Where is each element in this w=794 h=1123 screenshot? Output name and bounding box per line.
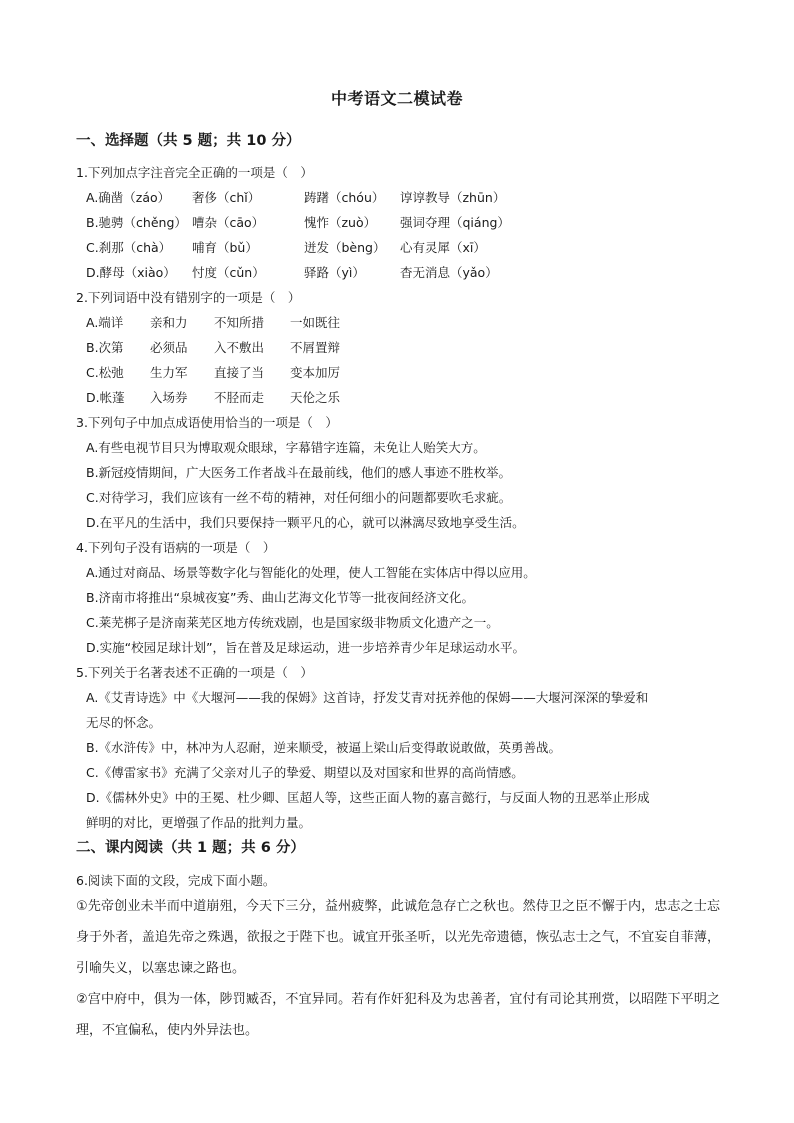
q5-option-d-cont: 鲜明的对比，更增强了作品的批判力量。 (86, 815, 312, 830)
q1-d-2: 忖度（cǔn） (192, 265, 265, 280)
q2-b-3: 入不敷出 (214, 340, 265, 355)
question-5-stem: 5.下列关于名著表述不正确的一项是（ ） (76, 665, 313, 680)
q2-a-3: 不知所措 (214, 315, 265, 330)
q4-option-b: B.济南市将推出“泉城夜宴”秀、曲山艺海文化节等一批夜间经济文化。 (86, 590, 475, 605)
question-6-stem: 6.阅读下面的文段，完成下面小题。 (76, 873, 276, 888)
q4-option-c: C.莱芜梆子是济南莱芜区地方传统戏剧，也是国家级非物质文化遗产之一。 (86, 615, 499, 630)
page-title: 中考语文二模试卷 (330, 89, 463, 108)
q5-option-a: A.《艾青诗选》中《大堰河——我的保姆》这首诗，抒发艾青对抚养他的保姆——大堰河深深的挚爱和 (86, 690, 649, 705)
q1-d-4: 杳无消息（yǎo） (400, 265, 498, 280)
q1-c-4: 心有灵犀（xī） (400, 240, 486, 255)
q2-a-2: 亲和力 (150, 315, 188, 330)
q2-c-1: C.松弛 (86, 365, 124, 380)
q2-a-4: 一如既往 (290, 315, 341, 330)
q2-c-2: 生力军 (150, 365, 188, 380)
q1-a-2: 奢侈（chǐ） (192, 190, 261, 205)
q1-option-d (86, 263, 498, 281)
q2-option-b (86, 338, 340, 356)
q5-option-a-cont: 无尽的怀念。 (86, 715, 162, 730)
q1-c-2: 哺育（bǔ） (192, 240, 258, 255)
q5-option-d: D.《儒林外史》中的王冕、杜少卿、匡超人等，这些正面人物的嘉言懿行，与反面人物的丑恶举止形成 (86, 790, 650, 805)
q4-option-a: A.通过对商品、场景等数字化与智能化的处理，使人工智能在实体店中得以应用。 (86, 565, 536, 580)
q2-option-d (86, 388, 340, 406)
q1-b-2: 嘈杂（cāo） (192, 215, 265, 230)
passage-paragraph-2: ②宫中府中，俱为一体，陟罚臧否，不宜异同。若有作奸犯科及为忠善者，宜付有司论其刑赏，以昭陛下平明之理，不宜偏私，使内外异法也。 (76, 992, 720, 1038)
q2-b-1: B.次第 (86, 340, 124, 355)
q3-option-a: A.有些电视节目只为博取观众眼球，字幕错字连篇，未免让人贻笑大方。 (86, 440, 486, 455)
q5-option-c: C.《傅雷家书》充满了父亲对儿子的挚爱、期望以及对国家和世界的高尚情感。 (86, 765, 524, 780)
question-2-stem: 2.下列词语中没有错别字的一项是（ ） (76, 290, 301, 305)
q5-option-b: B.《水浒传》中，林冲为人忍耐，逆来顺受，被逼上梁山后变得敢说敢做，英勇善战。 (86, 740, 562, 755)
q1-option-a (86, 188, 505, 206)
question-1-stem: 1.下列加点字注音完全正确的一项是（ ） (76, 165, 313, 180)
q2-option-a (86, 313, 340, 331)
q1-option-b (86, 213, 510, 231)
q3-option-b: B.新冠疫情期间，广大医务工作者战斗在最前线，他们的感人事迹不胜枚举。 (86, 465, 512, 480)
q1-b-4: 强词夺理（qiáng） (400, 215, 510, 230)
question-3-stem: 3.下列句子中加点成语使用恰当的一项是（ ） (76, 415, 338, 430)
section-heading-choice: 一、选择题（共 5 题；共 10 分） (76, 133, 301, 149)
q2-c-4: 变本加厉 (290, 365, 341, 380)
q1-a-1: A.确凿（záo） (86, 190, 171, 205)
q2-d-2: 入场券 (150, 390, 188, 405)
q2-option-c (86, 363, 340, 381)
q2-b-4: 不屑置辩 (290, 340, 341, 355)
q2-d-1: D.帐蓬 (86, 390, 125, 405)
q2-a-1: A.端详 (86, 315, 124, 330)
q3-option-c: C.对待学习，我们应该有一丝不苟的精神，对任何细小的问题都要吹毛求疵。 (86, 490, 512, 505)
q3-option-d: D.在平凡的生活中，我们只要保持一颗平凡的心，就可以淋漓尽致地享受生活。 (86, 515, 525, 530)
q4-option-d: D.实施“校园足球计划”，旨在普及足球运动，进一步培养青少年足球运动水平。 (86, 640, 526, 655)
q2-c-3: 直接了当 (214, 365, 265, 380)
q2-d-3: 不胫而走 (214, 390, 265, 405)
passage-paragraph-1: ①先帝创业未半而中道崩殂，今天下三分，益州疲弊，此诚危急存亡之秋也。然侍卫之臣不懈于内，忠志之士忘身于外者，盖追先帝之殊遇，欲报之于陛下也。诚宜开张圣听，以光先帝遗德，恢弘志士之气，不宜妄自菲薄，引喻失义，以塞忠谏之路也。 (76, 899, 720, 976)
section-heading-reading: 二、课内阅读（共 1 题；共 6 分） (76, 840, 305, 856)
reading-passage (76, 891, 720, 1046)
q2-b-2: 必须品 (150, 340, 188, 355)
q1-c-1: C.刹那（chà） (86, 240, 172, 255)
q1-a-4: 谆谆教导（zhūn） (400, 190, 506, 205)
q1-option-c (86, 238, 486, 256)
q1-c-3: 迸发（bèng） (304, 240, 386, 255)
q1-a-3: 踌躇（chóu） (304, 190, 385, 205)
q1-b-1: B.驰骋（chěng） (86, 215, 187, 230)
question-4-stem: 4.下列句子没有语病的一项是（ ） (76, 540, 276, 555)
q2-d-4: 天伦之乐 (290, 390, 341, 405)
q1-d-3: 驿路（yì） (304, 265, 365, 280)
q1-b-3: 愧怍（zuò） (304, 215, 377, 230)
q1-d-1: D.酵母（xiào） (86, 265, 176, 280)
